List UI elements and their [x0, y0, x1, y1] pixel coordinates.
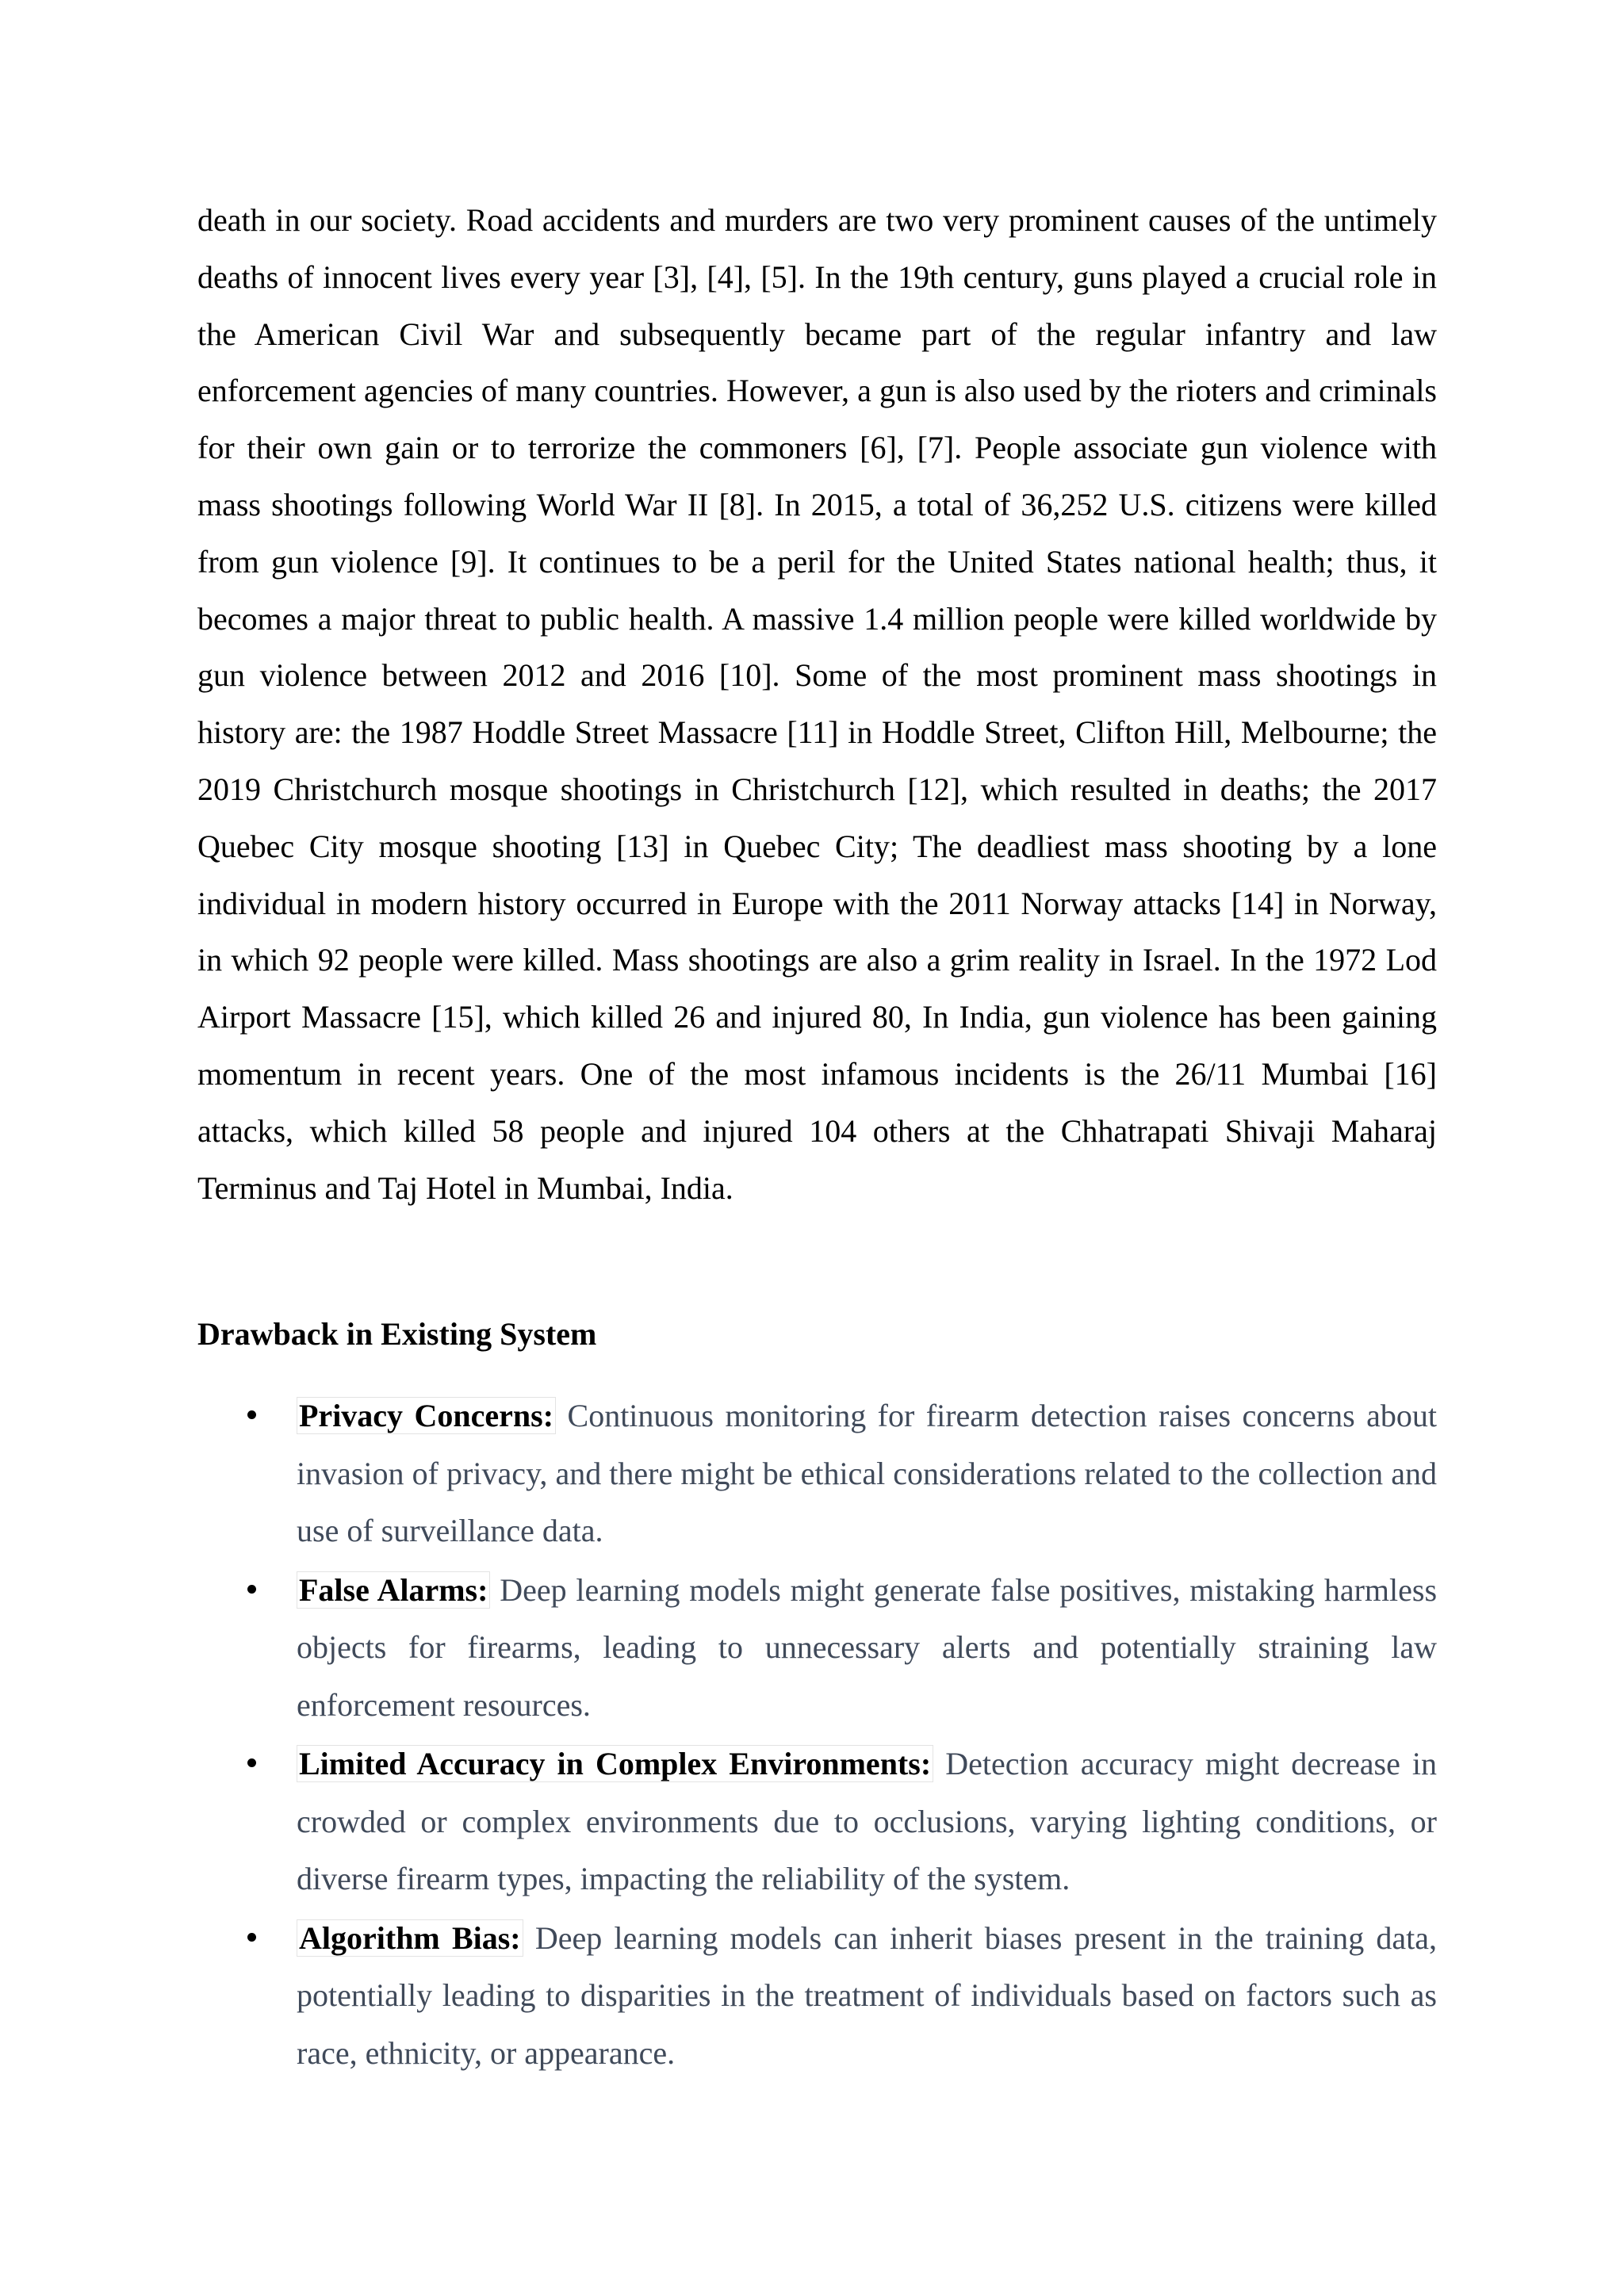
bullet-text: Deep learning models might generate false positives, mistaking harmless objects for firearms, leading to unnecessary alerts and potentially straining law enforcement resources.	[297, 1571, 1438, 1723]
list-item-privacy-concerns	[197, 1387, 1437, 1560]
drawbacks-list	[197, 1387, 1437, 2084]
bullet-icon	[247, 1585, 256, 1594]
list-item-limited-accuracy	[197, 1735, 1437, 1908]
bullet-text: Detection accuracy might decrease in crowded or complex environments due to occlusions, varying lighting conditions, or diverse firearm types, impacting the reliability of the system.	[297, 1746, 1438, 1896]
bullet-icon	[247, 1410, 256, 1419]
bullet-term: Limited Accuracy in Complex Environments:	[297, 1745, 933, 1782]
bullet-text: Continuous monitoring for firearm detection raises concerns about invasion of privacy, and there might be ethical considerations related to the collection and use of surveillance data.	[297, 1398, 1437, 1548]
bullet-icon	[247, 1933, 256, 1942]
section-heading: Drawback in Existing System	[197, 1316, 597, 1352]
bullet-icon	[247, 1758, 256, 1767]
body-paragraph: death in our society. Road accidents and murders are two very prominent causes of the untimely deaths of innocent lives every year [3], [4], [5]. In the 19th century, guns played a crucial role in the American Civil War and subsequently became part of the regular infantry and law enforcement agencies of many countries. However, a gun is also used by the rioters and criminals for their own gain or to terrorize the commoners [6], [7]. People associate gun violence with mass shootings following World War II [8]. In 2015, a total of 36,252 U.S. citizens were killed from gun violence [9]. It continues to be a peril for the United States national health; thus, it becomes a major threat to public health. A massive 1.4 million people were killed worldwide by gun violence between 2012 and 2016 [10]. Some of the most prominent mass shootings in history are: the 1987 Hoddle Street Massacre [11] in Hoddle Street, Clifton Hill, Melbourne; the 2019 Christchurch mosque shootings in Christchurch [12], which resulted in deaths; the 2017 Quebec City mosque shooting [13] in Quebec City; The deadliest mass shooting by a lone individual in modern history occurred in Europe with the 2011 Norway attacks [14] in Norway, in which 92 people were killed. Mass shootings are also a grim reality in Israel. In the 1972 Lod Airport Massacre [15], which killed 26 and injured 80, In India, gun violence has been gaining momentum in recent years. One of the most infamous incidents is the 26/11 Mumbai [16] attacks, which killed 58 people and injured 104 others at the Chhatrapati Shivaji Maharaj Terminus and Taj Hotel in Mumbai, India.	[197, 202, 1437, 1206]
bullet-term: Privacy Concerns:	[297, 1397, 556, 1434]
bullet-term: Algorithm Bias:	[297, 1919, 523, 1957]
bullet-text: Deep learning models can inherit biases present in the training data, potentially leading to disparities in the treatment of individuals based on factors such as race, ethnicity, or appearance.	[297, 1919, 1438, 2071]
list-item-algorithm-bias	[197, 1910, 1437, 2083]
bullet-term: False Alarms:	[297, 1571, 490, 1609]
list-item-false-alarms	[197, 1562, 1437, 1735]
